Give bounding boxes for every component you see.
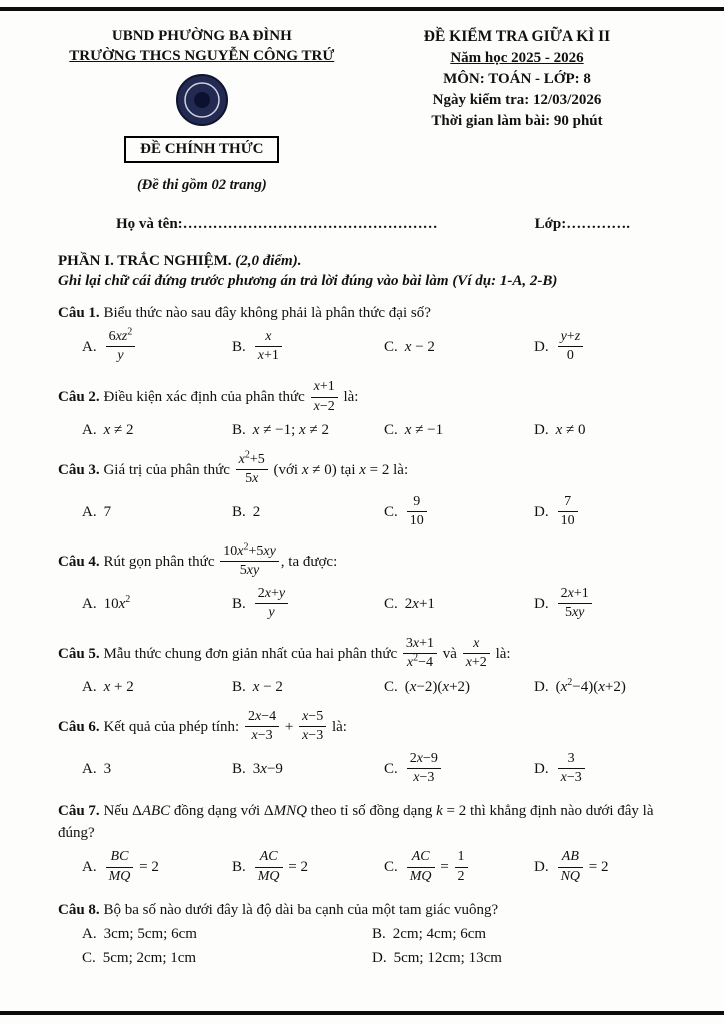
options-row [58,586,670,623]
option-label: A. [82,926,97,943]
option-label: C. [384,339,398,356]
option-label: C. [384,421,398,438]
question [58,636,670,695]
option-label: B. [232,503,246,520]
option-label: C. [82,950,96,967]
question-number: Câu 6. [58,718,100,735]
math-fraction: $\frac{9}{10}$ [407,494,427,529]
option-label: C. [384,859,398,876]
math-fraction: $\frac{1}{2}$ [455,849,468,884]
option-c [384,494,534,531]
option-c: C. 5cm; 2cm; 1cm [82,950,197,967]
option-label: D. [534,859,549,876]
option-b: B. x ≠ −1; x ≠ 2 [232,421,329,438]
option-b: B. 2 [232,503,261,520]
option-b: B. 3x−9 [232,760,283,777]
exam-title: ĐỀ KIỂM TRA GIỮA KÌ II [423,28,611,45]
option-b [232,586,384,623]
question-number: Câu 1. [58,304,100,321]
option-d [534,586,670,623]
option-d [534,751,670,788]
part1-points: (2,0 điểm). [235,252,302,269]
question-number: Câu 8. [58,901,100,918]
options-row [58,676,670,696]
question-number: Câu 3. [58,461,100,478]
question-stem: Câu 3. Giá trị của phân thức $\frac{x^2+5}{5x}$ (với x ≠ 0) tại x = 2 là: [58,448,409,486]
options-row [58,422,670,439]
math-fraction: $\frac{10x^2+5xy}{5xy}$ [220,544,279,579]
issuer-name: UBND PHƯỜNG BA ĐÌNH [111,28,292,44]
question-number: Câu 2. [58,389,100,406]
math-fraction: $\frac{x+1}{x-2}$ [311,379,338,414]
option-label: B. [372,926,386,943]
option-label: D. [534,678,549,695]
option-c: C. x − 2 [384,339,435,356]
option-label: B. [232,596,246,613]
option-label: D. [534,760,549,777]
student-row [58,216,670,233]
school-year: Năm học 2025 - 2026 [450,49,584,66]
question [58,541,670,623]
option-label: D. [372,950,387,967]
question [58,801,670,887]
math-fraction: $\frac{AC}{MQ}$ [407,849,435,884]
option-label: A. [82,421,97,438]
exam-date: Ngày kiểm tra: 12/03/2026 [432,91,602,108]
options-row [58,926,670,967]
option-b: B. x − 2 [232,678,283,695]
question-stem: Câu 4. Rút gọn phân thức $\frac{10x^2+5xy}{5xy}$ , ta được: [58,541,338,579]
page-border-bottom [0,1011,724,1015]
math-fraction: $\frac{7}{10}$ [558,494,578,529]
option-a: A. 3cm; 5cm; 6cm [82,926,197,943]
math-fraction: $\frac{x}{x+1}$ [255,329,282,364]
option-a: A. 3 [82,760,112,777]
exam-duration: Thời gian làm bài: 90 phút [431,112,603,129]
option-label: B. [232,760,246,777]
subject-line: MÔN: TOÁN - LỚP: 8 [443,70,591,87]
option-d: D. $(x^2-4)(x+2)$ [534,676,626,695]
question [58,900,670,968]
school-name: TRƯỜNG THCS NGUYỄN CÔNG TRỨ [69,48,335,65]
pages-note: (Đề thi gồm 02 trang) [136,176,267,193]
option-label: B. [232,678,246,695]
seal-wrap [58,73,346,132]
option-d [534,329,670,366]
math-fraction: $\frac{2x-9}{x-3}$ [407,751,441,786]
option-label: A. [82,503,97,520]
question [58,448,670,531]
option-b: B. 2cm; 4cm; 6cm [372,926,487,943]
option-c: C. x ≠ −1 [384,421,444,438]
part1-title-text: PHẦN I. TRẮC NGHIỆM. [58,252,236,269]
option-b: B. $\frac{AC}{MQ}$ = 2 [232,849,309,884]
question-stem: Câu 8. Bộ ba số nào dưới đây là độ dài ba cạnh của một tam giác vuông? [58,901,499,918]
option-label: B. [232,339,246,356]
math-fraction: $\frac{x^2+5}{5x}$ [236,452,268,487]
student-name-field: Họ và tên:…………………………………………… [116,215,438,232]
option-b [232,329,384,366]
option-d [534,494,670,531]
header-right [364,26,670,194]
question-stem: Câu 1. Biểu thức nào sau đây không phải là phân thức đại số? [58,304,431,321]
math-fraction: $\frac{y+z}{0}$ [558,329,584,364]
question-stem: Câu 7. Nếu ΔABC đồng dạng với ΔMNQ theo tỉ số đồng dạng k = 2 thì khẳng định nào dưới đây là đúng? [58,802,654,841]
question-number: Câu 4. [58,554,100,571]
option-a: A. $10x^2$ [82,594,131,613]
school-seal-icon [175,73,229,127]
option-c [384,751,534,788]
student-class-field: Lớp:…………. [534,215,630,232]
options-row [58,494,670,531]
part1-instruction: Ghi lại chữ cái đứng trước phương án trả lời đúng vào bài làm (Ví dụ: 1-A, 2-B) [58,272,558,289]
option-a: A. $\frac{BC}{MQ}$ = 2 [82,849,159,884]
options-row [58,751,670,788]
question-stem: Câu 6. Kết quả của phép tính: $\frac{2x-4}{x-3}$ + $\frac{x-5}{x-3}$ là: [58,708,347,743]
option-c: C. 2x+1 [384,596,435,613]
option-a: A. x ≠ 2 [82,421,134,438]
math-fraction: $\frac{BC}{MQ}$ [106,849,134,884]
option-d: D. $\frac{AB}{NQ}$ = 2 [534,849,609,884]
question-number: Câu 5. [58,646,100,663]
option-label: C. [384,596,398,613]
questions-list [58,303,670,968]
header-left [58,26,346,194]
math-fraction: $\frac{AB}{NQ}$ [558,849,583,884]
math-fraction: $\frac{3x+1}{x^2-4}$ [403,636,437,671]
option-c: C. $\frac{AC}{MQ}$ = $\frac{1}{2}$ [384,849,534,886]
question-number: Câu 7. [58,802,100,819]
option-d: D. x ≠ 0 [534,421,586,438]
math-fraction: $\frac{2x+y}{y}$ [255,586,288,621]
math-fraction: $\frac{2x-4}{x-3}$ [245,709,279,744]
exam-header [58,26,670,194]
option-label: A. [82,339,97,356]
option-label: C. [384,503,398,520]
official-exam-box: ĐỀ CHÍNH THỨC [124,136,279,163]
math-fraction: $\frac{6xz^2}{y}$ [106,329,136,364]
options-row [58,326,670,366]
option-label: A. [82,859,97,876]
option-a: A. 7 [82,503,112,520]
option-label: D. [534,596,549,613]
option-label: B. [232,421,246,438]
question [58,303,670,367]
option-label: B. [232,859,246,876]
option-label: D. [534,339,549,356]
question [58,709,670,788]
math-fraction: $\frac{x-5}{x-3}$ [299,709,326,744]
question [58,379,670,438]
option-label: A. [82,760,97,777]
math-fraction: $\frac{AC}{MQ}$ [255,849,283,884]
option-label: D. [534,503,549,520]
math-fraction: $\frac{3}{x-3}$ [558,751,585,786]
option-c: C. (x−2)(x+2) [384,678,471,695]
math-fraction: $\frac{2x+1}{5xy}$ [558,586,592,621]
question-stem: Câu 5. Mẫu thức chung đơn giản nhất của hai phân thức $\frac{3x+1}{x^2-4}$ và $\frac{x}{x+2}$ là: [58,636,511,671]
option-label: A. [82,678,97,695]
page-border-top [0,7,724,11]
question-stem: Câu 2. Điều kiện xác định của phân thức $\frac{x+1}{x-2}$ là: [58,379,359,414]
option-a: A. x + 2 [82,678,134,695]
option-label: C. [384,760,398,777]
option-a [82,326,232,366]
option-label: A. [82,596,97,613]
option-label: D. [534,421,549,438]
part1-title [58,253,670,270]
options-row [58,849,670,886]
math-fraction: $\frac{x}{x+2}$ [463,636,490,671]
option-d: D. 5cm; 12cm; 13cm [372,950,502,967]
option-label: C. [384,678,398,695]
